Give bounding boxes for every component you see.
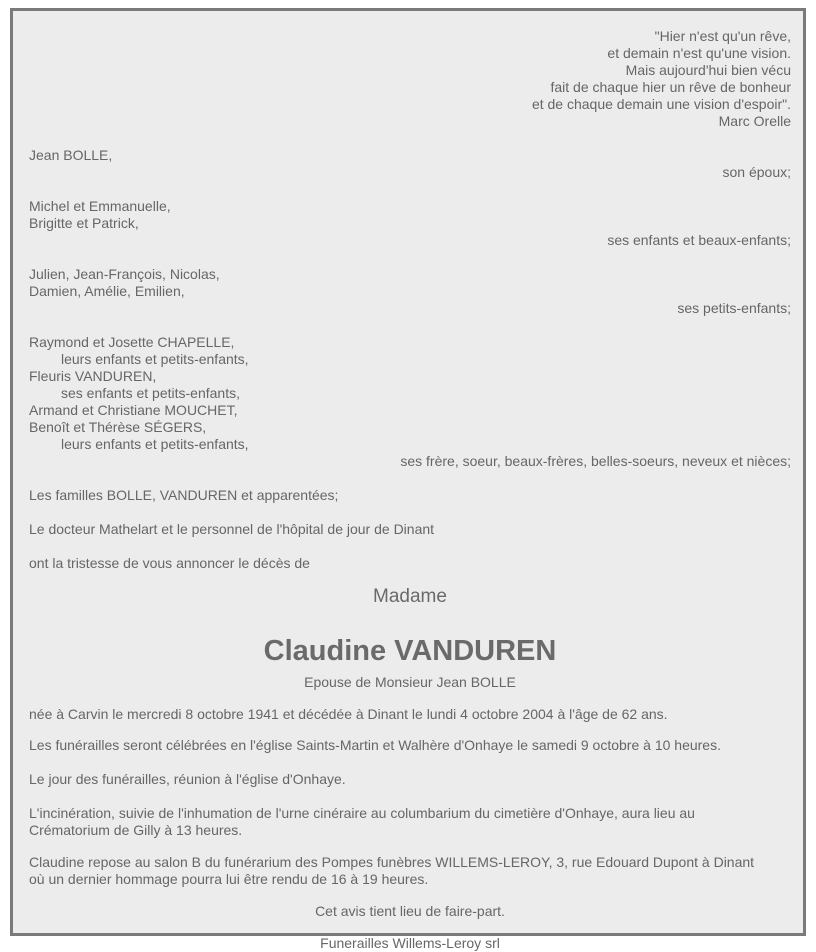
grandchild-line: Julien, Jean-François, Nicolas, (29, 266, 220, 282)
quote-line: et de chaque demain une vision d'espoir". (531, 96, 791, 112)
sibling-line: Benoît et Thérèse SÉGERS, (29, 419, 207, 435)
deceased-spouse-line: Epouse de Monsieur Jean BOLLE (304, 674, 516, 690)
deceased-title: Madame (373, 586, 447, 607)
spouse-name: Jean BOLLE, (29, 147, 113, 163)
quote-line: "Hier n'est qu'un rêve, (654, 28, 791, 44)
child-line: Michel et Emmanuelle, (29, 198, 171, 214)
quote-line: fait de chaque hier un rêve de bonheur (550, 79, 791, 95)
obituary-content (29, 28, 791, 952)
child-line: Brigitte et Patrick, (29, 215, 139, 231)
spouse-role: son époux; (722, 164, 791, 180)
company-line: Funerailles Willems-Leroy srl (320, 935, 500, 951)
sibling-line: ses enfants et petits-enfants, (61, 385, 240, 401)
doctor-line: Le docteur Mathelart et le personnel de l'hôpital de jour de Dinant (29, 521, 435, 537)
sibling-line: Fleuris VANDUREN, (29, 368, 157, 384)
quote-line: et demain n'est qu'une vision. (607, 45, 791, 61)
rest-line: où un dernier hommage pourra lui être rendu de 16 à 19 heures. (29, 871, 429, 887)
children-role: ses enfants et beaux-enfants; (607, 232, 791, 248)
quote-line: Mais aujourd'hui bien vécu (625, 62, 791, 78)
quote-block (29, 28, 791, 130)
sibling-line: Raymond et Josette CHAPELLE, (29, 334, 235, 350)
families-line: Les familles BOLLE, VANDUREN et apparentées; (29, 487, 339, 503)
quote-author: Marc Orelle (718, 113, 791, 129)
grandchild-line: Damien, Amélie, Emilien, (29, 283, 185, 299)
birth-death-line: née à Carvin le mercredi 8 octobre 1941 et décédée à Dinant le lundi 4 octobre 2004 à l'âge de 62 ans. (29, 706, 668, 722)
cremation-line: Crématorium de Gilly à 13 heures. (29, 822, 243, 838)
sibling-line: leurs enfants et petits-enfants, (61, 351, 249, 367)
notice-line: Cet avis tient lieu de faire-part. (315, 903, 505, 919)
sibling-line: leurs enfants et petits-enfants, (61, 436, 249, 452)
grandchildren-role: ses petits-enfants; (677, 300, 791, 316)
announce-line: ont la tristesse de vous annoncer le décès de (29, 555, 310, 571)
meeting-line: Le jour des funérailles, réunion à l'église d'Onhaye. (29, 771, 346, 787)
obituary-frame (10, 8, 806, 951)
cremation-line: L'incinération, suivie de l'inhumation de l'urne cinéraire au columbarium du cimetière d'Onhaye, aura lieu au (29, 805, 695, 821)
funeral-line: Les funérailles seront célébrées en l'église Saints-Martin et Walhère d'Onhaye le samedi 9 octobre à 10 heures. (29, 737, 721, 753)
siblings-role: ses frère, soeur, beaux-frères, belles-soeurs, neveux et nièces; (400, 453, 791, 469)
sibling-line: Armand et Christiane MOUCHET, (29, 402, 238, 418)
deceased-name: Claudine VANDUREN (263, 635, 557, 667)
rest-line: Claudine repose au salon B du funérarium des Pompes funèbres WILLEMS-LEROY, 3, rue Edouard Dupont à Dinant (29, 854, 755, 870)
